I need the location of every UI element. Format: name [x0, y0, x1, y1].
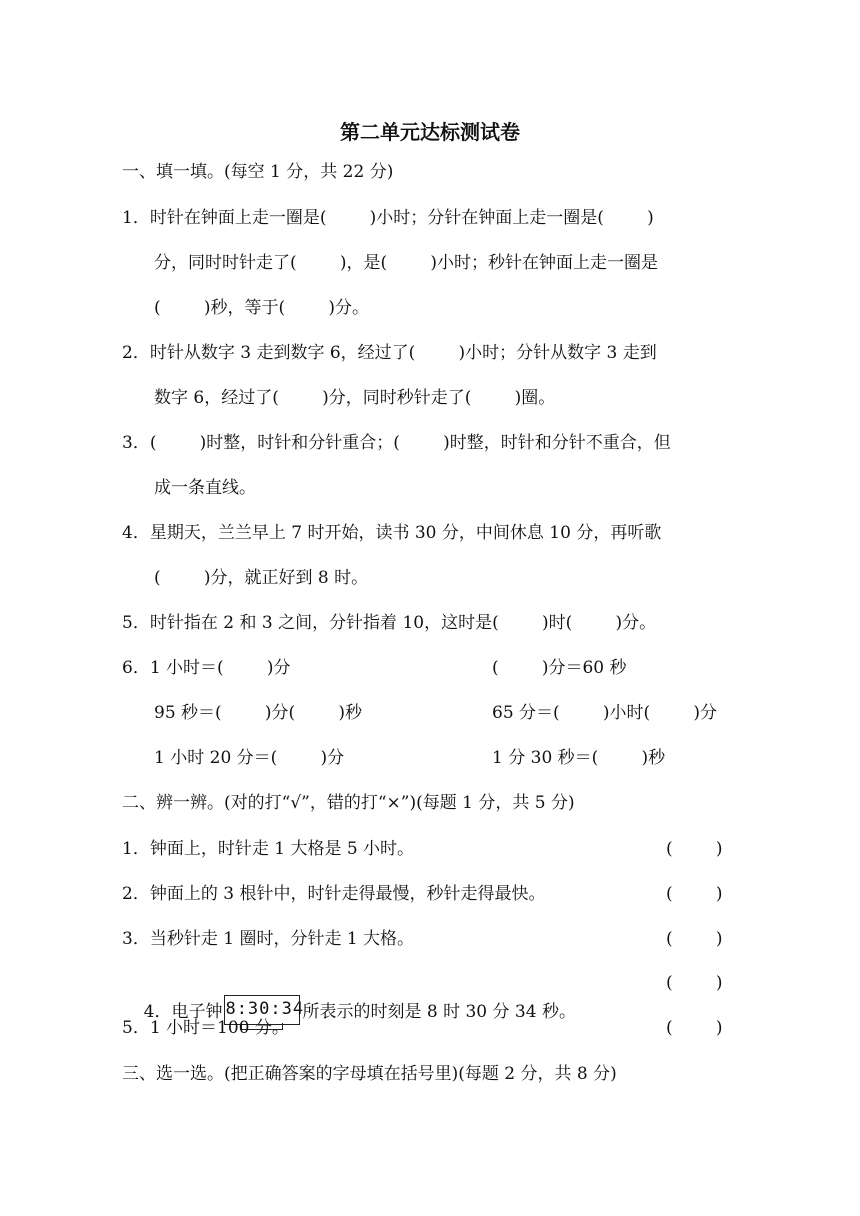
- page-title: 第二单元达标测试卷: [340, 120, 520, 144]
- question-5: 5．时针指在 2 和 3 之间，分针指着 10，这时是( )时( )分。: [122, 613, 657, 633]
- question-6-row-1-left: 6．1 小时＝( )分: [122, 658, 291, 678]
- judge-item-3: 3．当秒针走 1 圈时，分针走 1 大格。: [122, 929, 415, 949]
- question-2-line-2: 数字 6，经过了( )分，同时秒针走了( )圈。: [154, 388, 556, 408]
- question-1-line-3: ( )秒，等于( )分。: [154, 298, 369, 318]
- judge-item-1: 1．钟面上，时针走 1 大格是 5 小时。: [122, 839, 415, 859]
- judge-item-2-answer-bracket: ( ): [666, 884, 723, 904]
- question-4-line-2: ( )分，就正好到 8 时。: [154, 568, 369, 588]
- judge-item-1-answer-bracket: ( ): [666, 839, 723, 859]
- question-2-line-1: 2．时针从数字 3 走到数字 6，经过了( )小时；分针从数字 3 走到: [122, 343, 657, 363]
- question-1-line-1: 1．时针在钟面上走一圈是( )小时；分针在钟面上走一圈是( ): [122, 208, 654, 228]
- section-1-heading: 一、填一填。(每空 1 分，共 22 分): [122, 162, 394, 182]
- question-4-line-1: 4．星期天，兰兰早上 7 时开始，读书 30 分，中间休息 10 分，再听歌: [122, 523, 662, 543]
- question-3-line-2: 成一条直线。: [154, 478, 256, 498]
- question-6-row-2-left: 95 秒＝( )分( )秒: [154, 703, 363, 723]
- judge-item-5: 5．1 小时＝100 分。: [122, 1018, 289, 1038]
- judge-item-4-prefix: 4．电子钟: [143, 1002, 223, 1022]
- question-6-row-3-right: 1 分 30 秒＝( )秒: [492, 748, 666, 768]
- question-1-line-2: 分，同时时针走了( )，是( )小时；秒针在钟面上走一圈是: [154, 253, 658, 273]
- question-6-row-1-right: ( )分＝60 秒: [492, 658, 627, 678]
- judge-item-4-answer-bracket: ( ): [666, 973, 723, 993]
- judge-item-4-suffix: 所表示的时刻是 8 时 30 分 34 秒。: [302, 1002, 576, 1022]
- judge-item-3-answer-bracket: ( ): [666, 929, 723, 949]
- judge-item-5-answer-bracket: ( ): [666, 1018, 723, 1038]
- question-3-line-1: 3．( )时整，时针和分针重合；( )时整，时针和分针不重合，但: [122, 433, 671, 453]
- section-2-heading: 二、辨一辨。(对的打“√”，错的打“×”)(每题 1 分，共 5 分): [122, 793, 575, 813]
- section-3-heading: 三、选一选。(把正确答案的字母填在括号里)(每题 2 分，共 8 分): [122, 1064, 617, 1084]
- question-6-row-3-left: 1 小时 20 分＝( )分: [154, 748, 345, 768]
- judge-item-2: 2．钟面上的 3 根针中，时针走得最慢，秒针走得最快。: [122, 884, 546, 904]
- digital-clock-display: 8:30:34: [225, 999, 305, 1019]
- question-6-row-2-right: 65 分＝( )小时( )分: [492, 703, 718, 723]
